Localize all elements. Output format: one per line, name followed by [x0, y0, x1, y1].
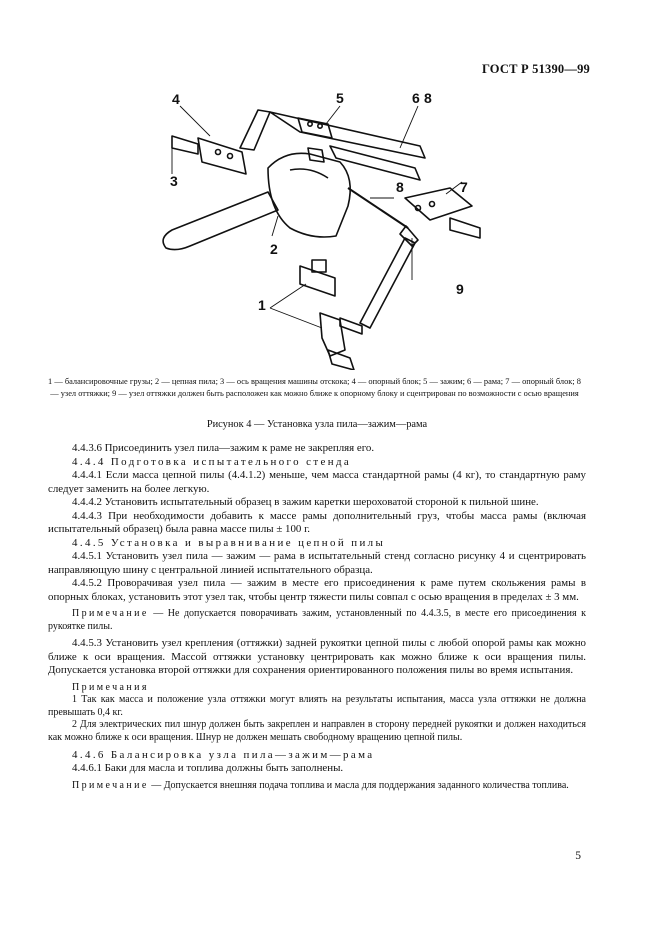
frame-leg [360, 238, 415, 328]
note-1-label: Примечание [72, 608, 149, 619]
callout-1: 1 [258, 297, 266, 313]
document-header: ГОСТ Р 51390—99 [481, 62, 590, 76]
heading-4-4-5: 4.4.5 Установка и выравнивание цепной пилы [72, 536, 386, 549]
note-3-text: — Допускается внешняя подача топлива и масла для поддержания заданного количества топлива. [148, 779, 569, 791]
chain-saw-body [268, 153, 350, 237]
document-body [48, 442, 586, 796]
callout-9: 9 [456, 281, 464, 297]
para-4-4-4-3: 4.4.4.3 При необходимости добавить к массе рамы дополнительный груз, чтобы масса рамы (включая испытательный образец) была равна массе пилы ± 100 г. [48, 509, 586, 535]
note-a: 1 Так как масса и положение узла оттяжки могут влиять на результаты испытания, масса узла оттяжки не должна превышать 0,4 кг. [48, 694, 586, 718]
heading-4-4-6: 4.4.6 Балансировка узла пила—зажим—рама [72, 748, 375, 761]
callout-3: 3 [170, 173, 178, 189]
balance-weight-lower [320, 313, 345, 356]
para-4-4-5-2: 4.4.5.2 Проворачивая узел пила — зажим в месте его присоединения к раме путем скольжения рамы в опорных блоках, установить этот узел так, чтобы центр тяжести пилы совпал с осью вращения в пределах ± 3 мм. [48, 577, 586, 603]
callout-8b: 8 [396, 179, 404, 195]
support-block-left [198, 138, 246, 174]
figure-caption: Рисунок 4 — Установка узла пила—зажим—рама [206, 419, 428, 430]
callout-7: 7 [460, 179, 468, 195]
para-4-4-5-1: 4.4.5.1 Установить узел пила — зажим — рама в испытательный стенд согласно рисунку 4 и сцентрировать направляющую шину с центральной линией испытательного образца. [48, 550, 586, 576]
notes-label: Примечания [72, 681, 149, 693]
balance-weight [300, 266, 335, 296]
note-b: 2 Для электрических пил шнур должен быть закреплен и направлен в сторону передней рукоятки и должен находиться как можно ближе к оси вращения. Шнур не должен мешать свободному вращению цепной пилы. [48, 719, 586, 744]
saw-clamp-frame-diagram [150, 88, 500, 370]
para-4-4-6-1: 4.4.6.1 Баки для масла и топлива должны быть заполнены. [72, 762, 344, 775]
callout-8a: 8 [424, 90, 432, 106]
para-4-4-5-3: 4.4.5.3 Установить узел крепления (оттяжки) задней рукоятки цепной пилы с любой опорой рамы как можно ближе к оси вращения. Массой оттяжки установку центрировать как можно ближе к оси вращения пилы. Допускается установка второй оттяжки для сохранения ориентированного положения пилы во время испытания. [48, 637, 586, 677]
callout-4: 4 [172, 91, 180, 107]
frame-rail-left [240, 110, 270, 150]
note-3-label: Примечание [72, 779, 149, 791]
note-1-text: — Не допускается поворачивать зажим, установленный по 4.4.3.5, в месте его присоединения к рукоятке пилы. [48, 608, 586, 632]
figure-legend: 1 — балансировочные грузы; 2 — цепная пила; 3 — ось вращения машины отскока; 4 — опорный блок; 5 — зажим; 6 — рама; 7 — опорный блок; 8 — узел оттяжки; 9 — узел оттяжки должен быть расположен как можно ближе к опорному блоку и сцентрирован по возможности с осью вращения [48, 377, 581, 398]
callout-5: 5 [336, 90, 344, 106]
para-4-4-4-2: 4.4.4.2 Установить испытательный образец в зажим каретки шероховатой стороной к пильной шине. [72, 496, 539, 508]
heading-4-4-4: 4.4.4 Подготовка испытательного стенда [72, 455, 352, 468]
clamp [298, 118, 332, 138]
callout-6: 6 [412, 90, 420, 106]
note-3 [48, 780, 586, 793]
saw-bar [163, 192, 278, 250]
frame-rail-right [330, 146, 420, 180]
note-1 [48, 608, 586, 633]
page-number: 5 [575, 850, 581, 862]
para-4-4-4-1: 4.4.4.1 Если масса цепной пилы (4.4.1.2) меньше, чем масса стандартной рамы (4 кг), то стандартную раму следует заменить на более легкую. [48, 469, 586, 495]
figure-4-drawing [150, 88, 500, 370]
callout-2: 2 [270, 241, 278, 257]
para-4-4-3-6: 4.4.3.6 Присоединить узел пила—зажим к раме не закрепляя его. [72, 442, 375, 454]
